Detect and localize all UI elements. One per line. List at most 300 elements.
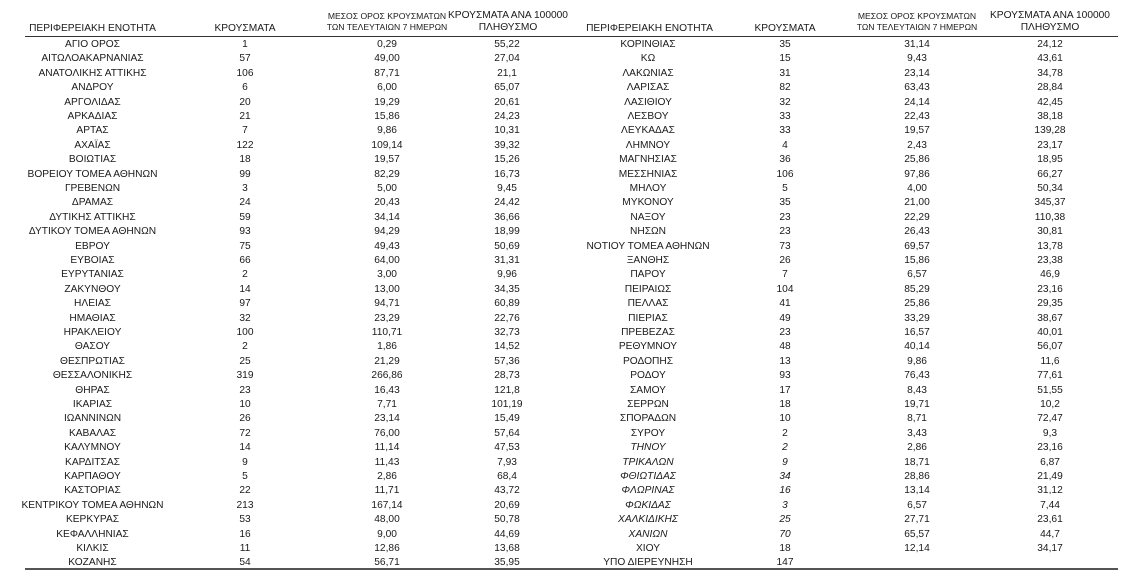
cell-name: ΑΝΔΡΟΥ	[71, 82, 114, 94]
cell-name: ΕΥΒΟΙΑΣ	[70, 255, 115, 266]
cell-name: ΚΑΡΔΙΤΣΑΣ	[65, 456, 120, 468]
cell-per100k: 101,19	[491, 399, 523, 410]
cell-name: ΛΗΜΝΟΥ	[625, 139, 671, 151]
cell-cases: 9	[782, 456, 788, 468]
cell-per100k: 24,12	[1037, 39, 1063, 50]
header-avg-line1: ΜΕΣΟΣ ΟΡΟΣ ΚΡΟΥΣΜΑΤΩΝ	[857, 11, 977, 21]
cell-per100k: 22,76	[494, 312, 520, 324]
cell-name: ΝΑΞΟΥ	[630, 211, 666, 223]
cell-avg: 19,57	[904, 125, 930, 137]
cell-per100k: 40,01	[1037, 327, 1063, 338]
cell-per100k: 65,07	[494, 82, 520, 94]
cell-name: ΡΟΔΟΥ	[630, 370, 666, 382]
cell-avg: 85,29	[904, 283, 930, 295]
cell-avg: 49,00	[374, 53, 400, 65]
cell-cases: 10	[239, 399, 251, 410]
cell-cases: 21	[239, 111, 251, 122]
cell-avg: 6,57	[907, 499, 927, 511]
header-per100k-line2: ΠΛΗΘΥΣΜΟ	[1020, 22, 1080, 33]
header-cases-text: ΚΡΟΥΣΜΑΤΑ	[754, 23, 816, 34]
cell-per100k: 15,26	[494, 154, 520, 166]
cell-name: ΘΗΡΑΣ	[75, 384, 110, 396]
cell-avg: 27,71	[904, 514, 930, 526]
cell-name: ΠΡΕΒΕΖΑΣ	[621, 327, 675, 338]
cell-cases: 213	[236, 499, 254, 511]
cell-name: ΚΑΣΤΟΡΙΑΣ	[64, 485, 121, 497]
cell-avg: 16,43	[374, 384, 400, 396]
cell-per100k: 23,38	[1037, 255, 1063, 266]
cell-avg: 167,14	[371, 499, 403, 511]
cell-avg: 6,57	[907, 269, 927, 281]
cell-avg: 23,14	[374, 413, 400, 425]
cell-cases: 18	[779, 399, 791, 410]
cell-avg: 5,00	[377, 183, 397, 194]
cell-per100k: 51,55	[1037, 384, 1063, 396]
cell-per100k: 34,35	[494, 283, 520, 295]
cell-name: ΗΡΑΚΛΕΙΟΥ	[63, 327, 122, 338]
cell-per100k: 18,99	[494, 226, 520, 238]
cell-cases: 5	[782, 183, 788, 194]
cell-name: ΕΒΡΟΥ	[75, 240, 110, 252]
cell-name: ΑΝΑΤΟΛΙΚΗΣ ΑΤΤΙΚΗΣ	[38, 67, 147, 79]
cell-avg: 25,86	[904, 154, 930, 166]
header-per100k-line1: ΚΡΟΥΣΜΑΤΑ ΑΝΑ 100000	[990, 10, 1110, 21]
cell-name: ΜΕΣΣΗΝΙΑΣ	[618, 168, 678, 180]
cell-cases: 23	[779, 211, 791, 223]
cell-cases: 82	[779, 82, 791, 94]
cell-cases: 104	[776, 283, 794, 295]
cell-cases: 41	[779, 298, 791, 310]
cell-per100k: 57,36	[494, 355, 520, 367]
cell-avg: 15,86	[374, 111, 400, 122]
cell-cases: 93	[779, 370, 791, 382]
cell-per100k: 34,17	[1037, 543, 1063, 554]
right-header-avg	[837, 11, 997, 37]
cell-per100k: 68,4	[497, 471, 517, 482]
cell-per100k: 50,78	[494, 514, 520, 526]
cell-avg: 13,14	[904, 485, 930, 497]
cell-cases: 36	[779, 154, 791, 166]
cell-name: ΑΙΤΩΛΟΑΚΑΡΝΑΝΙΑΣ	[41, 53, 144, 65]
header-region-text: ΠΕΡΙΦΕΡΕΙΑΚΗ ΕΝΟΤΗΤΑ	[586, 23, 713, 34]
cell-name: ΗΛΕΙΑΣ	[74, 298, 111, 310]
cell-per100k: 110,38	[1034, 211, 1066, 223]
cell-name: ΚΑΛΥΜΝΟΥ	[64, 442, 121, 454]
cell-avg: 2,43	[907, 139, 927, 151]
cell-name: ΑΡΤΑΣ	[76, 125, 109, 137]
cell-name: ΔΡΑΜΑΣ	[71, 197, 114, 209]
cell-avg: 48,00	[374, 514, 400, 526]
cell-per100k: 43,61	[1037, 53, 1063, 65]
cell-per100k: 42,45	[1037, 96, 1063, 108]
cell-name: ΗΜΑΘΙΑΣ	[69, 312, 116, 324]
cell-cases: 14	[239, 283, 251, 295]
cell-per100k: 28,73	[494, 370, 520, 382]
cell-avg: 94,71	[374, 298, 400, 310]
cell-avg: 21,29	[374, 355, 400, 367]
cell-name: ΣΥΡΟΥ	[630, 427, 666, 439]
cell-name: ΥΠΟ ΔΙΕΡΕΥΝΗΣΗ	[603, 557, 693, 569]
cell-per100k: 20,61	[494, 96, 520, 108]
cell-cases: 7	[242, 125, 248, 137]
cell-per100k: 9,3	[1042, 427, 1058, 439]
cell-name: ΜΑΓΝΗΣΙΑΣ	[619, 154, 677, 166]
cell-name: ΣΕΡΡΩΝ	[627, 399, 669, 410]
cell-per100k: 23,17	[1037, 139, 1063, 151]
cell-name: ΙΩΑΝΝΙΝΩΝ	[63, 413, 122, 425]
cell-cases: 66	[239, 255, 251, 266]
cell-name: ΤΗΝΟΥ	[630, 442, 666, 454]
cell-per100k: 23,61	[1037, 514, 1063, 526]
cell-avg: 1,86	[377, 341, 397, 353]
cell-avg: 110,71	[371, 327, 403, 338]
cell-cases: 97	[239, 298, 251, 310]
cell-cases: 147	[776, 557, 794, 569]
cell-name: ΚΕΝΤΡΙΚΟΥ ΤΟΜΕΑ ΑΘΗΝΩΝ	[21, 499, 164, 511]
cell-name: ΦΛΩΡΙΝΑΣ	[621, 485, 675, 497]
cell-avg: 0,29	[377, 39, 397, 50]
cell-cases: 22	[239, 485, 251, 497]
cell-name: ΕΥΡΥΤΑΝΙΑΣ	[61, 269, 124, 281]
cell-cases: 48	[779, 341, 791, 353]
cell-cases: 7	[782, 269, 788, 281]
cell-avg: 69,57	[904, 240, 930, 252]
header-cases-text: ΚΡΟΥΣΜΑΤΑ	[214, 23, 276, 34]
cell-name: ΣΑΜΟΥ	[630, 384, 666, 396]
cell-cases: 106	[236, 67, 254, 79]
cell-name: ΦΩΚΙΔΑΣ	[625, 499, 671, 511]
cell-cases: 106	[776, 168, 794, 180]
cell-name: ΙΚΑΡΙΑΣ	[72, 399, 113, 410]
cell-per100k: 39,32	[494, 139, 520, 151]
cell-cases: 59	[239, 211, 251, 223]
cell-avg: 63,43	[904, 82, 930, 94]
cell-cases: 99	[239, 168, 251, 180]
cell-cases: 319	[236, 370, 254, 382]
cell-cases: 17	[779, 384, 791, 396]
cell-avg: 15,86	[904, 255, 930, 266]
cell-per100k: 38,67	[1037, 312, 1063, 324]
cell-avg: 8,71	[907, 413, 927, 425]
cell-avg: 64,00	[374, 255, 400, 266]
cell-per100k: 13,68	[494, 543, 520, 554]
cell-name: ΚΙΛΚΙΣ	[76, 543, 109, 554]
cell-avg: 12,14	[904, 543, 930, 554]
cell-name: ΚΩ	[640, 53, 656, 65]
cell-avg: 9,00	[377, 528, 397, 540]
cell-avg: 266,86	[371, 370, 403, 382]
cell-per100k: 43,72	[494, 485, 520, 497]
cell-avg: 6,00	[377, 82, 397, 94]
cell-avg: 4,00	[907, 183, 927, 194]
cell-avg: 109,14	[371, 139, 403, 151]
cell-avg: 7,71	[377, 399, 397, 410]
cell-avg: 9,86	[377, 125, 397, 137]
cell-cases: 11	[239, 543, 251, 554]
cell-avg: 49,43	[374, 240, 400, 252]
cell-name: ΘΕΣΣΑΛΟΝΙΚΗΣ	[52, 370, 133, 382]
cell-per100k: 35,95	[494, 557, 520, 569]
cell-name: ΧΑΝΙΩΝ	[628, 528, 668, 540]
cell-avg: 18,71	[904, 456, 930, 468]
cell-cases: 75	[239, 240, 251, 252]
cell-per100k: 50,34	[1037, 183, 1063, 194]
cell-name: ΛΑΣΙΘΙΟΥ	[624, 96, 672, 108]
cell-per100k: 139,28	[1034, 125, 1066, 137]
cell-per100k: 55,22	[494, 39, 520, 50]
cell-avg: 3,43	[907, 427, 927, 439]
cell-name: ΚΕΡΚΥΡΑΣ	[65, 514, 120, 526]
cell-name: ΠΙΕΡΙΑΣ	[628, 312, 668, 324]
cell-cases: 3	[782, 499, 788, 511]
cell-cases: 53	[239, 514, 251, 526]
cell-avg: 21,00	[904, 197, 930, 209]
cell-cases: 23	[779, 226, 791, 238]
cell-cases: 33	[779, 125, 791, 137]
cell-avg: 19,29	[374, 96, 400, 108]
cell-per100k: 36,66	[494, 211, 520, 223]
cell-avg: 22,43	[904, 111, 930, 122]
cell-cases: 70	[779, 528, 791, 540]
cell-per100k: 32,73	[494, 327, 520, 338]
cell-cases: 24	[239, 197, 251, 209]
cell-name: ΡΕΘΥΜΝΟΥ	[618, 341, 678, 353]
cell-name: ΛΑΡΙΣΑΣ	[626, 82, 670, 94]
cell-per100k: 28,84	[1037, 82, 1063, 94]
cell-name: ΛΕΣΒΟΥ	[627, 111, 669, 122]
cell-cases: 32	[239, 312, 251, 324]
header-per100k-line2: ΠΛΗΘΥΣΜΟ	[478, 22, 538, 33]
cell-avg: 26,43	[904, 226, 930, 238]
cell-name: ΔΥΤΙΚΗΣ ΑΤΤΙΚΗΣ	[49, 211, 136, 223]
cell-name: ΦΘΙΩΤΙΔΑΣ	[620, 471, 676, 482]
cell-per100k: 7,44	[1040, 499, 1060, 511]
cell-name: ΘΑΣΟΥ	[74, 341, 111, 353]
cell-per100k: 27,04	[494, 53, 520, 65]
cell-name: ΚΟΖΑΝΗΣ	[68, 557, 117, 569]
cell-cases: 6	[242, 82, 248, 94]
cell-per100k: 60,89	[494, 298, 520, 310]
cell-per100k: 13,78	[1037, 240, 1063, 252]
cell-per100k: 30,81	[1037, 226, 1063, 238]
cell-avg: 2,86	[907, 442, 927, 454]
cell-name: ΒΟΙΩΤΙΑΣ	[68, 154, 117, 166]
cell-cases: 25	[779, 514, 791, 526]
cell-per100k: 38,18	[1037, 111, 1063, 122]
cell-cases: 49	[779, 312, 791, 324]
left-header-per100k	[443, 10, 573, 36]
cell-per100k: 46,9	[1040, 269, 1060, 281]
cell-cases: 18	[779, 543, 791, 554]
header-rule	[25, 36, 1118, 37]
cell-avg: 28,86	[904, 471, 930, 482]
cell-cases: 100	[236, 327, 254, 338]
cell-avg: 19,71	[904, 399, 930, 410]
cell-per100k: 24,23	[494, 111, 520, 122]
footer-rule	[25, 568, 1118, 570]
cell-per100k: 10,2	[1040, 399, 1060, 410]
cell-name: ΧΑΛΚΙΔΙΚΗΣ	[618, 514, 678, 526]
cell-per100k: 31,12	[1037, 485, 1063, 497]
cell-name: ΚΑΡΠΑΘΟΥ	[64, 471, 121, 482]
cell-cases: 14	[239, 442, 251, 454]
cell-per100k: 20,69	[494, 499, 520, 511]
cell-avg: 25,86	[904, 298, 930, 310]
cell-avg: 8,43	[907, 384, 927, 396]
cell-name: ΓΡΕΒΕΝΩΝ	[64, 183, 121, 194]
cell-name: ΜΥΚΟΝΟΥ	[622, 197, 674, 209]
cell-per100k: 23,16	[1037, 442, 1063, 454]
cell-cases: 73	[779, 240, 791, 252]
cell-name: ΣΠΟΡΑΔΩΝ	[619, 413, 677, 425]
cell-per100k: 29,35	[1037, 298, 1063, 310]
cell-avg: 9,43	[907, 53, 927, 65]
cell-name: ΠΕΙΡΑΙΩΣ	[624, 283, 672, 295]
cell-per100k: 21,1	[497, 67, 517, 79]
cell-name: ΧΙΟΥ	[635, 543, 661, 554]
cell-cases: 31	[779, 67, 791, 79]
cell-cases: 16	[779, 485, 791, 497]
cell-avg: 2,86	[377, 471, 397, 482]
cell-per100k: 15,49	[494, 413, 520, 425]
header-per100k-line1: ΚΡΟΥΣΜΑΤΑ ΑΝΑ 100000	[448, 10, 568, 21]
cell-avg: 76,43	[904, 370, 930, 382]
cell-cases: 26	[239, 413, 251, 425]
cell-cases: 2	[242, 341, 248, 353]
cell-name: ΘΕΣΠΡΩΤΙΑΣ	[60, 355, 125, 367]
cell-name: ΚΟΡΙΝΘΙΑΣ	[620, 39, 676, 50]
cell-cases: 1	[242, 39, 248, 50]
cell-name: ΝΟΤΙΟΥ ΤΟΜΕΑ ΑΘΗΝΩΝ	[586, 240, 710, 252]
cell-cases: 57	[239, 53, 251, 65]
cell-per100k: 56,07	[1037, 341, 1063, 353]
cell-cases: 54	[239, 557, 251, 569]
cell-name: ΚΕΦΑΛΛΗΝΙΑΣ	[56, 528, 129, 540]
cell-cases: 2	[782, 427, 788, 439]
cell-avg: 40,14	[904, 341, 930, 353]
header-region-text: ΠΕΡΙΦΕΡΕΙΑΚΗ ΕΝΟΤΗΤΑ	[29, 23, 156, 34]
cell-per100k: 47,53	[494, 442, 520, 454]
cell-name: ΛΑΚΩΝΙΑΣ	[622, 67, 674, 79]
cell-avg: 94,29	[374, 226, 400, 238]
cell-cases: 2	[782, 442, 788, 454]
cell-avg: 11,71	[374, 485, 400, 497]
cell-cases: 35	[779, 39, 791, 50]
cell-name: ΚΑΒΑΛΑΣ	[68, 427, 117, 439]
cell-name: ΝΗΣΩΝ	[630, 226, 666, 238]
cell-name: ΞΑΝΘΗΣ	[626, 255, 670, 266]
cell-per100k: 16,73	[494, 168, 520, 180]
cell-per100k: 66,27	[1037, 168, 1063, 180]
cell-per100k: 10,31	[494, 125, 520, 137]
cell-avg: 16,57	[904, 327, 930, 338]
cell-cases: 18	[239, 154, 251, 166]
header-avg-line2: ΤΩΝ ΤΕΛΕΥΤΑΙΩΝ 7 ΗΜΕΡΩΝ	[856, 22, 978, 32]
cell-avg: 23,14	[904, 67, 930, 79]
header-avg-line2: ΤΩΝ ΤΕΛΕΥΤΑΙΩΝ 7 ΗΜΕΡΩΝ	[326, 22, 448, 32]
cell-per100k: 77,61	[1037, 370, 1063, 382]
cell-per100k: 31,31	[494, 255, 520, 266]
cell-avg: 12,86	[374, 543, 400, 554]
cell-avg: 24,14	[904, 96, 930, 108]
cell-per100k: 9,45	[497, 183, 517, 194]
cell-cases: 15	[779, 53, 791, 65]
cell-avg: 19,57	[374, 154, 400, 166]
cell-name: ΒΟΡΕΙΟΥ ΤΟΜΕΑ ΑΘΗΝΩΝ	[27, 168, 158, 180]
cell-name: ΑΧΑΪΑΣ	[74, 139, 111, 151]
cell-name: ΠΑΡΟΥ	[630, 269, 666, 281]
cell-per100k: 44,69	[494, 528, 520, 540]
cell-cases: 2	[242, 269, 248, 281]
cell-per100k: 6,87	[1040, 456, 1060, 468]
cell-avg: 87,71	[374, 67, 400, 79]
cell-per100k: 18,95	[1037, 154, 1063, 166]
cell-cases: 9	[242, 456, 248, 468]
cell-cases: 72	[239, 427, 251, 439]
cell-name: ΤΡΙΚΑΛΩΝ	[622, 456, 674, 468]
cell-avg: 22,29	[904, 211, 930, 223]
cell-cases: 26	[779, 255, 791, 266]
cell-cases: 23	[239, 384, 251, 396]
cell-cases: 20	[239, 96, 251, 108]
cell-per100k: 23,16	[1037, 283, 1063, 295]
cell-avg: 34,14	[374, 211, 400, 223]
cell-cases: 122	[236, 139, 254, 151]
cell-avg: 76,00	[374, 427, 400, 439]
cell-per100k: 50,69	[494, 240, 520, 252]
cell-cases: 93	[239, 226, 251, 238]
cell-avg: 65,57	[904, 528, 930, 540]
cell-name: ΔΥΤΙΚΟΥ ΤΟΜΕΑ ΑΘΗΝΩΝ	[28, 226, 157, 238]
cell-name: ΑΡΓΟΛΙΔΑΣ	[64, 96, 121, 108]
cell-cases: 34	[779, 471, 791, 482]
cell-avg: 82,29	[374, 168, 400, 180]
cell-per100k: 14,52	[494, 341, 520, 353]
cell-name: ΑΡΚΑΔΙΑΣ	[67, 111, 118, 122]
cell-avg: 56,71	[374, 557, 400, 569]
cell-per100k: 7,93	[497, 456, 517, 468]
cell-avg: 11,43	[374, 456, 400, 468]
cell-cases: 5	[242, 471, 248, 482]
cell-avg: 3,00	[377, 269, 397, 281]
cell-cases: 13	[779, 355, 791, 367]
cell-name: ΠΕΛΛΑΣ	[627, 298, 669, 310]
cell-avg: 20,43	[374, 197, 400, 209]
cell-avg: 23,29	[374, 312, 400, 324]
cell-per100k: 21,49	[1037, 471, 1063, 482]
cell-per100k: 24,42	[494, 197, 520, 209]
right-header-per100k	[985, 10, 1115, 36]
cell-per100k: 72,47	[1037, 413, 1063, 425]
cell-avg: 11,14	[374, 442, 400, 454]
cell-cases: 4	[782, 139, 788, 151]
cell-name: ΛΕΥΚΑΔΑΣ	[621, 125, 675, 137]
cell-name: ΡΟΔΟΠΗΣ	[622, 355, 674, 367]
cell-name: ΜΗΛΟΥ	[629, 183, 667, 194]
cell-per100k: 121,8	[494, 384, 520, 396]
cell-avg: 97,86	[904, 168, 930, 180]
cell-cases: 3	[242, 183, 248, 194]
cell-per100k: 345,37	[1034, 197, 1066, 209]
cell-name: ΑΓΙΟ ΟΡΟΣ	[65, 39, 120, 50]
cell-cases: 35	[779, 197, 791, 209]
cell-cases: 33	[779, 111, 791, 122]
cell-per100k: 34,78	[1037, 67, 1063, 79]
cell-per100k: 44,7	[1040, 528, 1060, 540]
cell-name: ΖΑΚΥΝΘΟΥ	[64, 283, 121, 295]
cell-cases: 32	[779, 96, 791, 108]
cell-avg: 13,00	[374, 283, 400, 295]
